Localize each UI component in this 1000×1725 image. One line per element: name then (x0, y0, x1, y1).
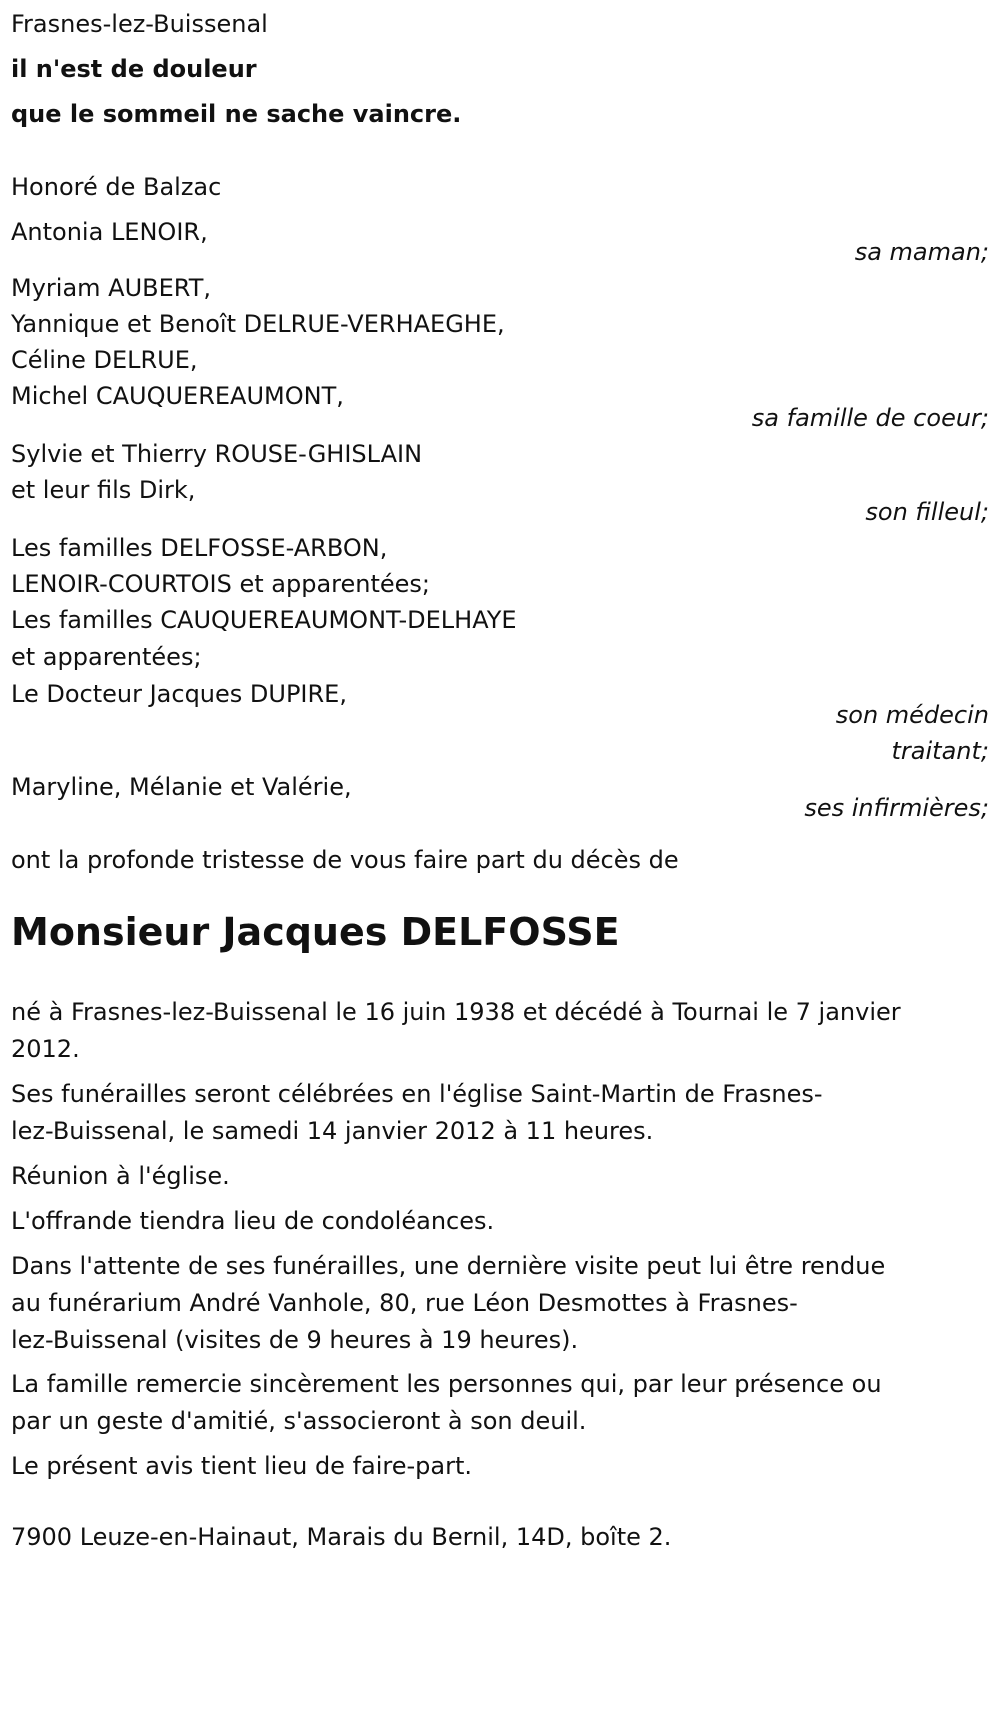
mourner-line: Yannique et Benoît DELRUE-VERHAEGHE, (11, 310, 505, 338)
visit-line: au funérarium André Vanhole, 80, rue Léon Desmottes à Frasnes- (11, 1289, 798, 1317)
quote-line-2: que le sommeil ne sache vaincre. (11, 100, 462, 128)
mourner-line: Les familles CAUQUEREAUMONT-DELHAYE (11, 606, 517, 634)
mourner-line: Maryline, Mélanie et Valérie, (11, 773, 352, 801)
mourner-line: Céline DELRUE, (11, 346, 198, 374)
quote-author: Honoré de Balzac (11, 173, 222, 201)
mourner-line: Les familles DELFOSSE-ARBON, (11, 534, 388, 562)
mourner-line: LENOIR-COURTOIS et apparentées; (11, 570, 430, 598)
mourner-line: Le Docteur Jacques DUPIRE, (11, 680, 347, 708)
mourner-role: son médecin (835, 701, 989, 729)
funeral-line: lez-Buissenal, le samedi 14 janvier 2012 à 11 heures. (11, 1117, 654, 1145)
mourner-line: Sylvie et Thierry ROUSE-GHISLAIN (11, 440, 423, 468)
mourner-line: Myriam AUBERT, (11, 274, 211, 302)
mourner-role: traitant; (891, 737, 989, 765)
meeting-line: Réunion à l'église. (11, 1162, 230, 1190)
thanks-line: par un geste d'amitié, s'associeront à son deuil. (11, 1407, 587, 1435)
place-heading: Frasnes-lez-Buissenal (11, 10, 268, 38)
visit-line: lez-Buissenal (visites de 9 heures à 19 heures). (11, 1326, 579, 1354)
thanks-line: La famille remercie sincèrement les personnes qui, par leur présence ou (11, 1370, 882, 1398)
announcement-text: ont la profonde tristesse de vous faire part du décès de (11, 846, 679, 874)
mourner-role: sa maman; (854, 238, 989, 266)
notice-line: Le présent avis tient lieu de faire-part. (11, 1452, 473, 1480)
mourner-line: Michel CAUQUEREAUMONT, (11, 382, 344, 410)
mourner-role: ses infirmières; (804, 794, 989, 822)
mourner-line: et apparentées; (11, 643, 202, 671)
address-line: 7900 Leuze-en-Hainaut, Marais du Bernil, 14D, boîte 2. (11, 1523, 672, 1551)
mourner-role: son filleul; (865, 498, 989, 526)
mourner-line: Antonia LENOIR, (11, 218, 208, 246)
deceased-name: Monsieur Jacques DELFOSSE (11, 910, 620, 954)
offering-line: L'offrande tiendra lieu de condoléances. (11, 1207, 495, 1235)
quote-line-1: il n'est de douleur (11, 55, 257, 83)
mourner-role: sa famille de coeur; (751, 404, 989, 432)
funeral-line: Ses funérailles seront célébrées en l'église Saint-Martin de Frasnes- (11, 1080, 823, 1108)
visit-line: Dans l'attente de ses funérailles, une dernière visite peut lui être rendue (11, 1252, 886, 1280)
mourner-line: et leur fils Dirk, (11, 476, 196, 504)
birth-death-line: né à Frasnes-lez-Buissenal le 16 juin 1938 et décédé à Tournai le 7 janvier (11, 998, 901, 1026)
birth-death-line: 2012. (11, 1035, 80, 1063)
